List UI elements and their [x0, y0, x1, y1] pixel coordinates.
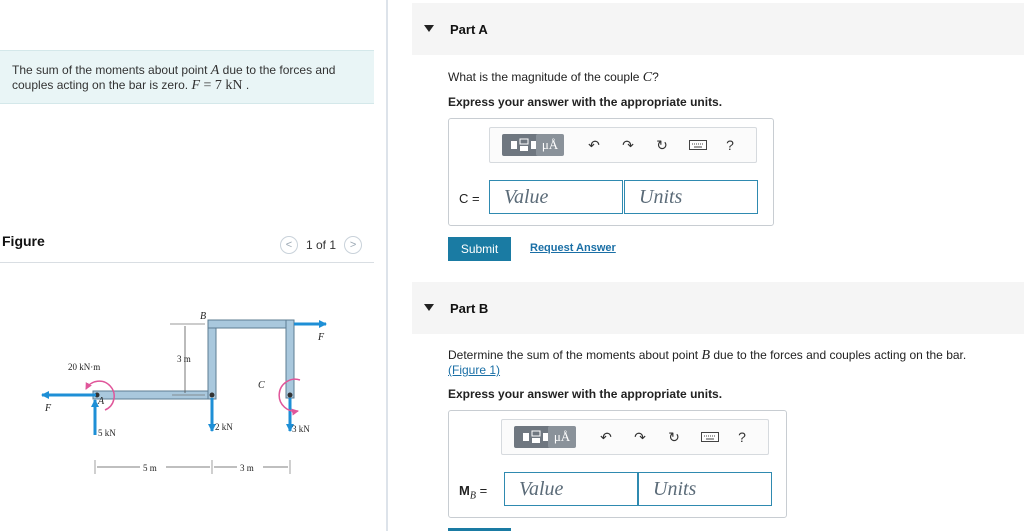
part-b-label-sub: B	[469, 490, 476, 502]
part-b-toolbar	[501, 419, 769, 455]
point-c-label: C	[258, 380, 265, 391]
part-a-question	[448, 70, 659, 86]
load-3-label: 3 kN	[292, 424, 310, 434]
part-b-label-main: M	[459, 483, 470, 498]
part-b-value-input[interactable]: Value	[504, 472, 638, 506]
help-icon[interactable]: ?	[738, 429, 746, 445]
point-a-label: A	[98, 396, 105, 407]
part-a-question-end: ?	[652, 70, 659, 84]
intro-text-2: due to the forces and couples acting on the bar is zero.	[12, 63, 336, 92]
units-icon[interactable]: μÅ	[536, 134, 564, 156]
force-f-left-label: F	[45, 403, 52, 414]
intro-force-value: = 7 kN	[200, 78, 243, 93]
reset-icon[interactable]: ↻	[656, 136, 668, 153]
part-a-units-input[interactable]: Units	[624, 180, 758, 214]
redo-icon[interactable]: ↷	[634, 428, 646, 445]
collapse-triangle-icon	[424, 304, 434, 311]
redo-icon[interactable]: ↷	[622, 136, 634, 153]
undo-icon[interactable]: ↶	[588, 136, 600, 153]
part-a-title: Part A	[450, 21, 488, 37]
intro-point-a: A	[210, 63, 220, 78]
chevron-right-icon: >	[349, 239, 357, 251]
beam-figure	[0, 290, 340, 490]
part-a-toolbar	[489, 127, 757, 163]
figure-prev-button[interactable]	[280, 236, 298, 254]
load-2-label: 2 kN	[215, 422, 233, 432]
dim-3m-horizontal-label: 3 m	[240, 463, 254, 473]
point-b-label: B	[200, 311, 207, 322]
help-icon[interactable]: ?	[726, 137, 734, 153]
part-a-submit-button[interactable]: Submit	[448, 237, 511, 261]
chevron-left-icon: <	[285, 239, 293, 251]
part-b-label-eq: =	[475, 483, 488, 498]
part-a-variable-label: C =	[459, 191, 480, 206]
problem-statement	[0, 50, 374, 104]
problem-panel	[0, 0, 386, 531]
figure-pager-text: 1 of 1	[306, 238, 337, 252]
dim-3m-vertical-label: 3 m	[177, 354, 191, 364]
part-b-answer-box	[448, 410, 787, 518]
part-b-units-input[interactable]: Units	[638, 472, 772, 506]
moment-20-label: 20 kN·m	[68, 362, 101, 372]
keyboard-icon[interactable]	[698, 426, 722, 448]
part-a-question-var: C	[642, 70, 653, 85]
part-b-header[interactable]	[412, 282, 1024, 334]
part-b-question-text: Determine the sum of the moments about point	[448, 348, 702, 362]
undo-icon[interactable]: ↶	[600, 428, 612, 445]
part-b-question-end: due to the forces and couples acting on the bar.	[710, 348, 967, 362]
panel-divider	[386, 0, 388, 531]
part-a-header[interactable]	[412, 3, 1024, 55]
figure-divider	[0, 262, 374, 263]
part-a-question-text: What is the magnitude of the couple	[448, 70, 643, 84]
reset-icon[interactable]: ↻	[668, 428, 680, 445]
part-b-question	[448, 348, 988, 378]
intro-period: .	[242, 78, 250, 92]
load-5-label: 5 kN	[98, 428, 116, 438]
intro-text-1: The sum of the moments about point	[12, 63, 211, 77]
force-f-right-label: F	[318, 332, 325, 343]
keyboard-icon[interactable]	[686, 134, 710, 156]
part-a-value-input[interactable]: Value	[489, 180, 623, 214]
part-a-answer-box	[448, 118, 774, 226]
figure-pager	[280, 236, 362, 254]
figure-title: Figure	[2, 233, 45, 249]
units-icon[interactable]: μÅ	[548, 426, 576, 448]
part-a-request-answer-link[interactable]: Request Answer	[530, 242, 616, 254]
figure-next-button[interactable]	[344, 236, 362, 254]
intro-force-var: F	[191, 78, 200, 93]
collapse-triangle-icon	[424, 25, 434, 32]
figure-1-link[interactable]: (Figure 1)	[448, 363, 501, 377]
part-b-variable-label	[459, 483, 487, 502]
part-b-title: Part B	[450, 300, 489, 316]
part-a-instruction: Express your answer with the appropriate units.	[448, 95, 723, 109]
dim-5m-label: 5 m	[143, 463, 157, 473]
part-b-question-var: B	[701, 348, 711, 363]
part-b-instruction: Express your answer with the appropriate units.	[448, 387, 723, 401]
